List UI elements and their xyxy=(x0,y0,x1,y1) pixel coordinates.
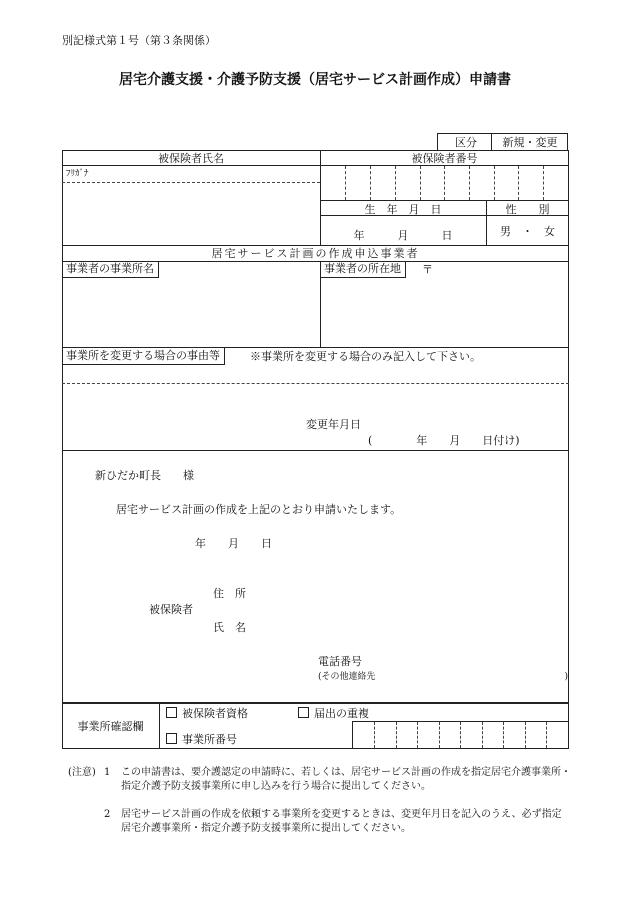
change-date-label: 変更年月日 xyxy=(306,418,361,431)
checkbox-office-number[interactable]: 事業所番号 xyxy=(166,733,237,745)
notes-label: (注意) xyxy=(68,767,96,778)
change-reason-label: 事業所を変更する場合の事由等 xyxy=(62,347,225,365)
note2-line1: 居宅サービス計画の作成を依頼する事業所を変更するときは、変更年月日を記入のうえ、必ず指定 xyxy=(121,809,562,820)
phone-label: 電話番号 xyxy=(318,655,362,668)
insured-name-field[interactable] xyxy=(63,183,319,244)
category-value[interactable]: 新規・変更 xyxy=(502,136,558,149)
addressee: 新ひだか町長 様 xyxy=(95,469,194,482)
checkbox-icon[interactable] xyxy=(166,733,177,744)
checkbox-icon[interactable] xyxy=(166,707,177,718)
name-label: 氏 名 xyxy=(213,621,246,634)
birth-date-field[interactable]: 年 月 日 xyxy=(353,229,453,242)
office-address-label: 事業者の所在地 xyxy=(320,261,406,278)
change-reason-field[interactable] xyxy=(63,366,568,382)
note2-number: 2 xyxy=(104,809,111,820)
office-name-field[interactable] xyxy=(63,279,319,346)
insured-number-header: 被保険者番号 xyxy=(411,152,478,165)
form-title: 居宅介護支援・介護予防支援（居宅サービス計画作成）申請書 xyxy=(119,72,511,88)
birth-header: 生 年 月 日 xyxy=(364,203,442,216)
furigana-label: ﾌﾘｶﾞﾅ xyxy=(66,169,89,179)
note2-line2: 居宅介護事業所・指定介護予防支援事業所に提出してください。 xyxy=(121,823,411,834)
sex-field[interactable]: 男 ・ 女 xyxy=(500,225,555,238)
category-label: 区分 xyxy=(455,136,477,149)
change-note: ※事業所を変更する場合のみ記入して下さい。 xyxy=(250,350,481,363)
note1-line1: この申請書は、要介護認定の申請時に、若しくは、居宅サービス計画の作成を指定居宅介護事業所・ xyxy=(121,767,571,778)
form-number: 別記様式第１号（第３条関係） xyxy=(62,34,216,47)
sex-header: 性 別 xyxy=(505,203,550,216)
note1-number: 1 xyxy=(104,767,111,778)
postal-mark: 〒 xyxy=(422,263,433,276)
change-date-field[interactable]: ( 年 月 日付け) xyxy=(368,434,520,447)
office-name-label: 事業者の事業所名 xyxy=(62,261,159,278)
application-date[interactable]: 年 月 日 xyxy=(195,537,272,550)
insured-label: 被保険者 xyxy=(149,603,193,616)
insured-name-header: 被保険者氏名 xyxy=(158,152,224,165)
checkbox-duplicate[interactable]: 届出の重複 xyxy=(298,707,369,719)
provider-section-header: 居宅サービス計画の作成申込事業者 xyxy=(211,247,420,260)
checkbox-icon[interactable] xyxy=(298,707,309,718)
checkbox-qualification[interactable]: 被保険者資格 xyxy=(166,707,248,719)
request-text: 居宅サービス計画の作成を上記のとおり申請いたします。 xyxy=(116,503,402,516)
other-contact[interactable]: (その他連絡先 ) xyxy=(318,672,569,682)
note1-line2: 指定介護予防支援事業所に申し込みを行う場合に提出してください。 xyxy=(121,781,431,792)
office-address-field[interactable] xyxy=(321,279,568,346)
office-confirm-label: 事業所確認欄 xyxy=(77,720,144,733)
address-label: 住 所 xyxy=(213,587,246,600)
